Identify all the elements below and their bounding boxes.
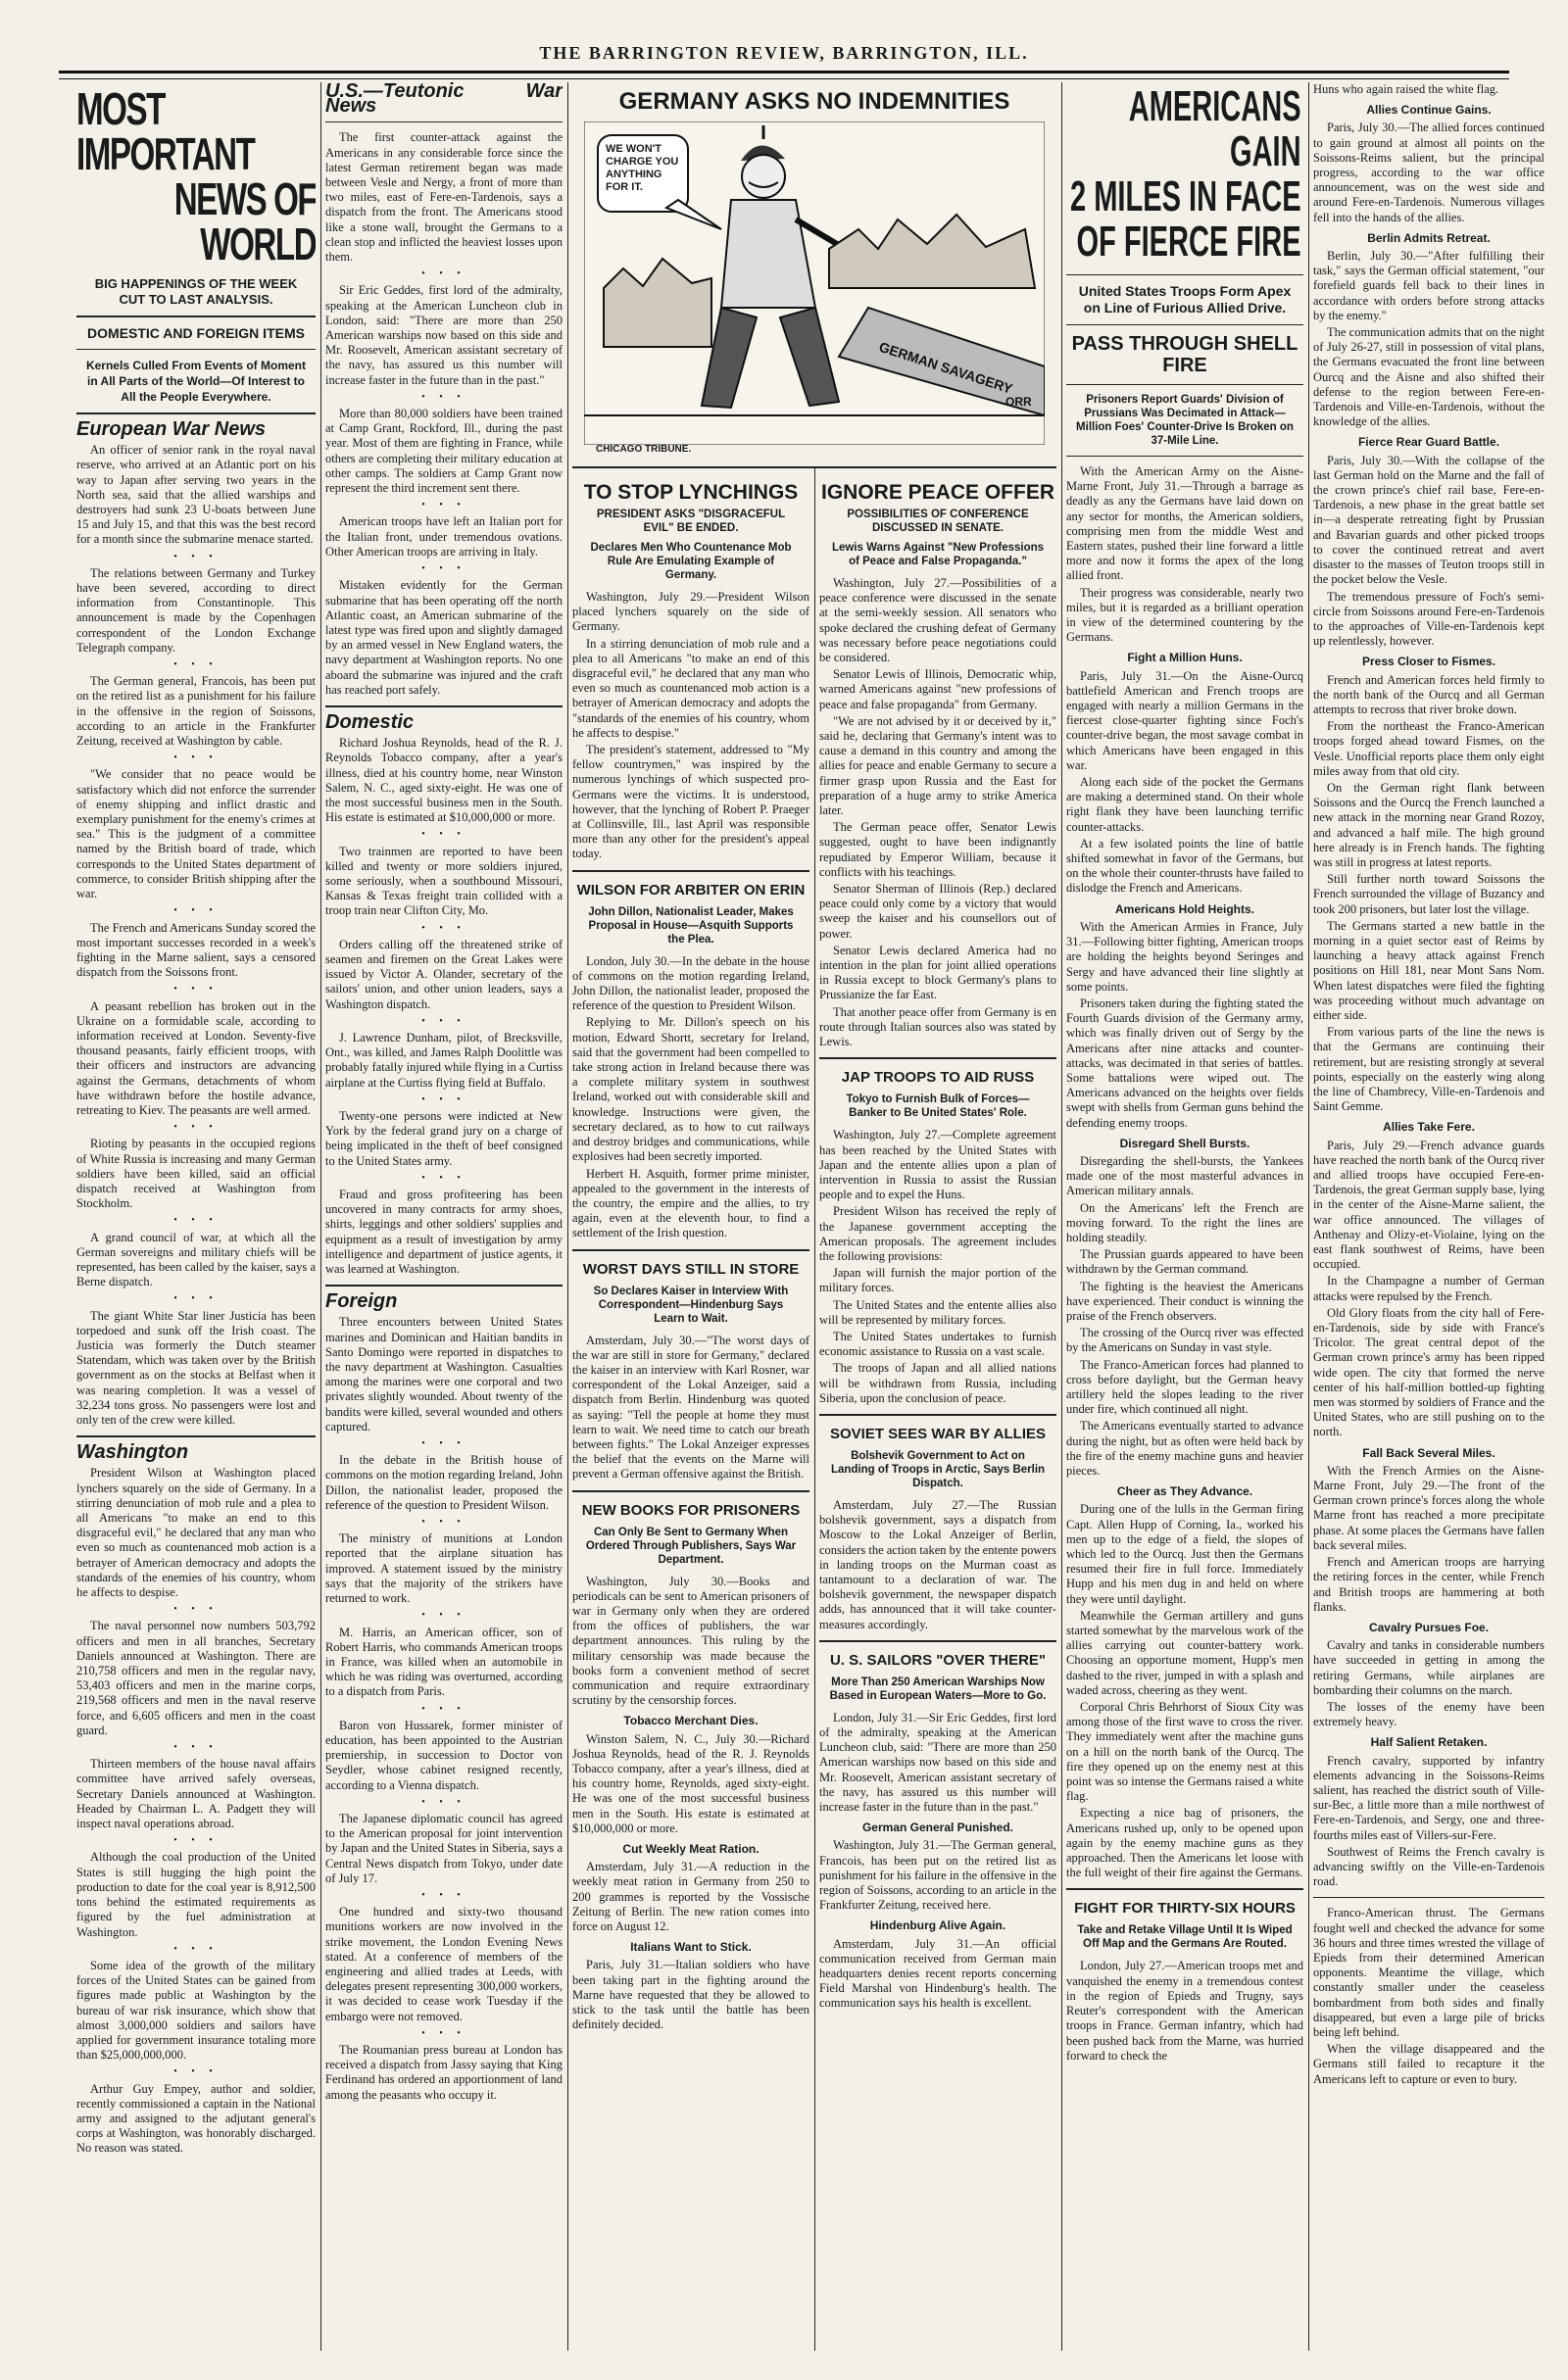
minor-headline: Fall Back Several Miles. (1362, 1445, 1495, 1460)
paragraph: The losses of the enemy have been extremely heavy. (1313, 1699, 1544, 1729)
paragraph: Sir Eric Geddes, first lord of the admiralty, speaking at the American Luncheon club in London, said: "There are more than 250 American warships now based on this side and Mr. Roosevelt, American assistant secretary of the navy, has assured us this number will increase faster in the future than in the past." (325, 283, 563, 387)
cartoon-label: GERMAN SAVAGERY (877, 338, 1015, 397)
headline-line: 2 MILES IN FACE (1069, 172, 1301, 220)
divider (1066, 1888, 1303, 1890)
separator: • • • (421, 391, 466, 403)
main-headline (76, 83, 316, 269)
headline-line: OF FIERCE FIRE (1076, 218, 1301, 266)
paragraph: An officer of senior rank in the royal naval reserve, who arrived at an Atlantic port on his way to Japan after serving two years in the North sea, said that the allied warships and destroyers had sunk 23 U-boats between June 15 and July 15, and that this was the best record for a month since the submarine menace started. (76, 443, 316, 547)
paragraph: "We consider that no peace would be satisfactory which did not enforce the surrender of enemy shipping and inflict drastic and exemplary punishment for the enemy's crimes at sea." This is the judgment of a committee named by the British board of trade, which corresponds to the United States department of commerce, to consider British shipping after the war. (76, 767, 316, 901)
separator: • • • (421, 1517, 466, 1529)
subheadline: POSSIBILITIES OF CONFERENCE DISCUSSED IN SENATE. (847, 509, 1029, 534)
paragraph: The Roumanian press bureau at London has received a dispatch from Jassy saying that King Ferdinand has ordered an apportionment of land among the peasants who occupy it. (325, 2042, 563, 2102)
separator: • • • (173, 753, 219, 764)
paragraph: Still further north toward Soissons the French surrounded the village of Buzancy and took 200 prisoners, but later lost the village. (1313, 872, 1544, 916)
paragraph: Winston Salem, N. C., July 30.—Richard Joshua Reynolds, head of the R. J. Reynolds Tobacco company, after a year's illness, died at his country home, Reynolds, aged sixty-eight. He was one of the most successful business men in the South. His estate is estimated at $10,000,000 or more. (572, 1731, 809, 1835)
divider (1066, 274, 1303, 275)
paragraph: A grand council of war, at which all the German sovereigns and military chiefs will be represented, has been called by the kaiser, says a Berne dispatch. (76, 1230, 316, 1289)
paragraph: The United States and the entente allies also will be represented by military forces. (819, 1297, 1056, 1327)
paragraph: Expecting a nice bag of prisoners, the Americans rushed up, only to be opened upon again by the enemy machine guns as they approached. Then the Americans let loose with the full weight of their fire against the Germans. (1066, 1806, 1303, 1880)
paragraph: Washington, July 30.—Books and periodicals can be sent to American prisoners of war in Germany only when they are ordered from the offices of publishers, the war department announces. This ruling by the military censorship was made because the books form a convenient method of secret communication and require extraordinary scrutiny by the censorship forces. (572, 1574, 809, 1708)
subheadline: Bolshevik Government to Act on Landing of Troops in Arctic, Says Berlin Dispatch. (830, 1449, 1046, 1489)
separator: • • • (173, 1943, 219, 1955)
divider (1066, 324, 1303, 325)
minor-headline: Cavalry Pursues Foe. (1368, 1620, 1490, 1634)
minor-headline: Americans Hold Heights. (1114, 901, 1255, 916)
paragraph: Corporal Chris Behrhorst of Sioux City was among those of the first wave to cross the river. They immediately went after the machine guns on a hill on the north bank of the Ourcq. The fire they opened up on the enemy nest at this point was so intense the Germans raised a white flag. (1066, 1700, 1303, 1804)
divider (572, 1490, 809, 1492)
separator: • • • (173, 1122, 219, 1134)
paragraph: Although the coal production of the United States is still hugging the high point the production to date for the coal year is 8,912,500 tons behind the estimated requirements as figured by the fuel administration at Washington. (76, 1850, 316, 1939)
column-rule (567, 82, 568, 2351)
paragraph: London, July 27.—American troops met and vanquished the enemy in a tremendous contest in the region of Epieds and Trugny, says Reuter's correspondent with the American troops in France. German infantry, which had been pushed back from the Marne, was hurried forward to check the (1066, 1959, 1303, 2063)
subheadline: John Dillon, Nationalist Leader, Makes Proposal in House—Asquith Supports the Plea. (588, 905, 794, 946)
paragraph: The giant White Star liner Justicia has been torpedoed and sunk off the Irish coast. The Justicia was formerly the Dutch steamer Statendam, which was taken over by the British government as on the stocks at Belfast when it was nearing completion. It was a vessel of 32,234 tons gross. No passengers were lost and only ten of the crew were killed. (76, 1308, 316, 1427)
paragraph: The naval personnel now numbers 503,792 officers and men in all branches, Secretary Daniels announced at Washington. There are 210,758 officers and men in the regular navy, 53,403 officers and men in the marine corps, 219,568 officers and men in the naval reserve force, and 6,605 officers and men in the coast guard. (76, 1619, 316, 1737)
paragraph: London, July 30.—In the debate in the house of commons on the motion regarding Ireland, John Dillon, the nationalist leader, proposed the reference of the question to President Wilson. (572, 953, 809, 1013)
paragraph: Some idea of the growth of the military forces of the United States can be gained from figures made public at Washington by the bureau of war risk insurance, which show that almost 3,000,000 soldiers and sailors have applied for government insurance totaling more than $25,000,000,000. (76, 1958, 316, 2063)
paragraph: Franco-American thrust. The Germans fought well and checked the advance for some 36 hours and three times wrested the village of Epieds from their determined American opponents. Meantime the village, which constantly smaller under the ceaseless bombardment from both sides and finally disappeared, but even a large pile of bricks being left behind. (1313, 1906, 1544, 2039)
divider (325, 121, 563, 122)
divider (76, 1435, 316, 1437)
minor-headline: Tobacco Merchant Dies. (623, 1714, 759, 1728)
paragraph: With the French Armies on the Aisne-Marne Front, July 29.—The front of the German crown prince's forces along the whole Marne front has reached a more precipitate phase. At some places the Germans have fallen back several miles. (1313, 1463, 1544, 1552)
paragraph: Huns who again raised the white flag. (1313, 82, 1499, 96)
subheadline: Declares Men Who Countenance Mob Rule Are Emulating Example of Germany. (590, 542, 792, 581)
paragraph: The relations between Germany and Turkey have been severed, according to direct information from Constantinople. This announcement is made by the Copenhagen correspondent of the London Exchange Telegraph company. (76, 565, 316, 655)
paragraph: Washington, July 31.—The German general, Francois, has been put on the retired list as punishment for his failure in the offensive in the region of Soissons, according to an article in the Frankfurter Zeitung, received here. (819, 1838, 1056, 1913)
paragraph: More than 80,000 soldiers have been trained at Camp Grant, Rockford, Ill., during the past year. Most of them are fighting in France, while others are completing their military education at other camps. The soldiers at Camp Grant now represent the third increment sent there. (325, 407, 563, 496)
paragraph: That another peace offer from Germany is en route through Italian sources also was stated by Lewis. (819, 1004, 1056, 1049)
separator: • • • (173, 551, 219, 562)
minor-headline: Half Salient Retaken. (1370, 1735, 1488, 1750)
subheadline: Prisoners Report Guards' Division of Prussians Was Decimated in Attack—Million Foes' Counter-Drive Is Broken on 37-Mile Line. (1076, 394, 1294, 447)
paragraph: Senator Lewis declared America had no intention in the plan for joint allied operations in Russia except to block Germany's plans to Prussianize the far East. (819, 943, 1056, 1002)
paragraph: Senator Sherman of Illinois (Rep.) declared peace could only come by a victory that would sweep the kaiser and his counsellors out of power. (819, 882, 1056, 941)
subheadline: United States Troops Form Apex on Line of Furious Allied Drive. (1078, 283, 1292, 316)
minor-headline: Cheer as They Advance. (1116, 1484, 1253, 1499)
divider (76, 413, 316, 414)
paragraph: With the American Armies in France, July 31.—Following bitter fighting, American troops are holding the heights beyond Seringes and Sergy and have advanced their line slightly at some points. (1066, 919, 1303, 994)
paragraph: Washington, July 27.—Possibilities of a peace conference were discussed in the senate at the semi-weekly session. All senators who spoke declared the crushing defeat of Germany was necessary before peace negotiations could be considered. (819, 576, 1056, 665)
subheadline: Lewis Warns Against "New Professions of Peace and False Propaganda." (831, 542, 1045, 567)
paragraph: The first counter-attack against the Americans in any considerable force since the latest German retirement began was made between Vesle and Nergy, a front of more than two miles, east of Fere-en-Tardenois, says a dispatch from the front. The Americans stood like a stone wall, brought the Germans to a clean stop and inflicted the heaviest losses upon them. (325, 130, 563, 265)
divider (76, 316, 316, 317)
column-1 (76, 82, 316, 2351)
main-headline-line-1: MOST IMPORTANT (76, 83, 255, 179)
paragraph: The French and Americans Sunday scored the most important successes recorded in a week's fighting in the Marne salient, says a censored dispatch from the Soissons front. (76, 920, 316, 980)
separator: • • • (173, 2066, 219, 2078)
paragraph: Richard Joshua Reynolds, head of the R. J. Reynolds Tobacco company, after a year's illness, died at his country home, near Winston Salem, N. C., aged sixty-eight. He was one of the most successful business men in the South. His estate is estimated at $10,000,000 or more. (325, 736, 563, 825)
paragraph: Paris, July 30.—With the collapse of the last German hold on the Marne and the fall of the crown prince's chief rail base, Fere-en-Tardenois, a new phase in the great battle set in—a desperate retreating fight by Prussian and Bavarian guards and other picked troops to cover the continued retreat and avert disaster to the masses of Teuton troops still in the pocket below the Vesle. (1313, 453, 1544, 587)
kernels-deck: Kernels Culled From Events of Moment in All Parts of the World—Of Interest to All the People Everywhere. (85, 359, 307, 404)
paragraph: President Wilson has received the reply of the Japanese government accepting the American proposals. The agreement includes the following provisions: (819, 1204, 1056, 1263)
minor-headline: Hindenburg Alive Again. (869, 1919, 1006, 1933)
paragraph: Fraud and gross profiteering has been uncovered in many contracts for army shoes, shirts, leggings and other soldiers' supplies and equipment as a result of investigation by army intelligence and department of justice agents, it was learned at Washington. (325, 1188, 563, 1277)
divider (1313, 1897, 1544, 1898)
paragraph: Senator Lewis of Illinois, Democratic whip, warned Americans against "new professions of peace and false propaganda" from Germany. (819, 667, 1056, 711)
divider (572, 1249, 809, 1251)
paragraph: Southwest of Reims the French cavalry is advancing swiftly on the Ville-en-Tardenois road. (1313, 1844, 1544, 1889)
paragraph: Rioting by peasants in the occupied regions of White Russia is increasing and many German soldiers have been killed, said an official dispatch received at Washington from Stockholm. (76, 1137, 316, 1211)
paragraph: The fighting is the heaviest the Americans have experienced. Their conduct is winning the praise of the French observers. (1066, 1279, 1303, 1323)
paragraph: Amsterdam, July 31.—A reduction in the weekly meat ration in Germany from 250 to 200 grammes is reported by the Vossische Zeitung of Berlin. The new ration comes into force on August 12. (572, 1860, 809, 1934)
ignore-peace-headline: IGNORE PEACE OFFER (820, 481, 1055, 504)
paragraph: The Germans started a new battle in the morning in a quiet sector east of Reims by launching a heavy attack against French positions on Hill 181, near Mont Sans Nom. When latest dispatches were filed the fighting was proceeding without much advantage on either side. (1313, 918, 1544, 1022)
subheadline: PRESIDENT ASKS "DISGRACEFUL EVIL" BE ENDED. (596, 509, 786, 534)
paragraph: Washington, July 27.—Complete agreement has been reached by the United States with Japan and the entente allies upon a plan of intervention in Russia to assist the Russian people and to expel the Huns. (819, 1128, 1056, 1202)
separator: • • • (173, 1742, 219, 1754)
paragraph: Disregarding the shell-bursts, the Yankees made one of the most masterful advances in American military annals. (1066, 1153, 1303, 1198)
separator: • • • (173, 1215, 219, 1227)
separator: • • • (421, 500, 466, 511)
column-2 (325, 82, 563, 2351)
washington-heading: Washington (76, 1441, 189, 1464)
divider (572, 870, 809, 872)
minor-headline: Allies Continue Gains. (1366, 103, 1492, 118)
paragraph: Twenty-one persons were indicted at New York by the federal grand jury on a charge of being implicated in the theft of beef consigned to the United States army. (325, 1109, 563, 1168)
paragraph: The crossing of the Ourcq river was effected by the Americans on Sunday in vast style. (1066, 1326, 1303, 1355)
minor-headline: Fight a Million Huns. (1127, 651, 1243, 665)
column-5 (1066, 82, 1303, 2351)
paragraph: French and American forces held firmly to the north bank of the Ourcq and all German attempts to recross that river broke down. (1313, 672, 1544, 716)
divider (76, 349, 316, 350)
european-war-news-heading: European War News (76, 418, 267, 440)
separator: • • • (421, 1093, 466, 1105)
us-teutonic-heading: U.S.—Teutonic War News (325, 82, 563, 118)
paragraph: London, July 31.—Sir Eric Geddes, first lord of the admiralty, speaking at the American Luncheon club, said: "There are more than 250 American warships now based on this side and Mr. Roosevelt, American assistant secretary of the navy, has assured us this number will increase faster in the future than in the past." (819, 1710, 1056, 1814)
minor-headline: German General Punished. (861, 1821, 1014, 1835)
paragraph: Berlin, July 30.—"After fulfilling their task," says the German official statement, "our forefield guards fell back to their lines in accordance with orders before strong attacks by the enemy." (1313, 249, 1544, 322)
paragraph: The communication admits that on the night of July 26-27, still in possession of vital plans, the Germans evacuated the front line between Ourcq and the Aisne and also shifted their defense to the region between Fere-en-Tardenois and Ville-en-Tardenois, without the knowledge of the allies. (1313, 325, 1544, 429)
minor-headline: Cut Weekly Meat Ration. (622, 1842, 760, 1856)
column-6 (1313, 82, 1544, 2351)
paragraph: In a stirring denunciation of mob rule and a plea to all Americans "to make an end of this disgraceful evil," he declared that any man who even so much as countenanced mob action is a betrayer of American democracy and adopts the "standards of the enemies of his country, whom he affects to despise." (572, 636, 809, 740)
paragraph: Meanwhile the German artillery and guns started somewhat by the marvelous work of the allies carrying out counter-battery work. Choosing an opportune moment, Hupp's men dashed to the river, jumped in with a splash and waded across, cheering as they went. (1066, 1608, 1303, 1697)
americans-gain-headline (1066, 84, 1301, 265)
section-headline: DOMESTIC AND FOREIGN ITEMS (87, 325, 305, 341)
paragraph: M. Harris, an American officer, son of Robert Harris, who commands American troops in France, was killed when an automobile in which he was riding was overturned, according to a dispatch from Paris. (325, 1625, 563, 1699)
paragraph: The German peace offer, Senator Lewis suggested, ought to have been indignantly repudiated by Emperor William, because it conflicts with his teachings. (819, 820, 1056, 879)
paragraph: One hundred and sixty-two thousand munitions workers are now involved in the strike movement, the London Evening News stated. At a conference of members of the engineering and allied trades at Leeds, with delegates present representing 300,000 workers, it was decided to cease work Tuesday if the embargo were not removed. (325, 1905, 563, 2023)
separator: • • • (421, 1610, 466, 1622)
us-sailors-headline: U. S. SAILORS "OVER THERE" (829, 1651, 1047, 1669)
separator: • • • (421, 1172, 466, 1184)
paragraph: From the northeast the Franco-American troops forged ahead toward Fismes, on the Vesle. Unofficial reports place them only eight miles away from that old city. (1313, 719, 1544, 778)
paragraph: Paris, July 29.—French advance guards have reached the north bank of the Ourcq river and allied troops have occupied Fere-en-Tardenois, the great German supply base, lying in the center of the Aisne-Marne salient, the war office announced. The villages of Anthenay and Olizy-et-Violaine, lying on the east flank southwest of Reims, have been occupied. (1313, 1138, 1544, 1272)
cartoonist-signature: ORR (1005, 395, 1032, 409)
paragraph: Thirteen members of the house naval affairs committee have arrived safely overseas, Secretary Daniels announced at Washington. Headed by Chairman L. A. Padgett they will inspect naval operations abroad. (76, 1757, 316, 1831)
paragraph: At a few isolated points the line of battle shifted somewhat in favor of the Germans, but on the whole their counter-thrusts have failed to dislodge the French and Americans. (1066, 836, 1303, 896)
paragraph: The tremendous pressure of Foch's semi-circle from Soissons around Fere-en-Tardenois to the approaches of Ville-en-Tardenois kept up relentlessly, however. (1313, 589, 1544, 649)
paragraph: French and American troops are harrying the retiring forces in the center, while French and British troops are hammering at both flanks. (1313, 1555, 1544, 1614)
masthead: THE BARRINGTON REVIEW, BARRINGTON, ILL. (59, 43, 1509, 73)
paragraph: Amsterdam, July 30.—"The worst days of the war are still in store for Germany," declared the kaiser in an interview with Karl Rosner, war correspondent of the Lokal Anzeiger, said a dispatch from Berlin. Hindenburg was quoted as saying: "Tell the people at home they must learn to wait. We need time to catch our breath between fights." The Lokal Anzeiger expresses the belief that the events on the Marne will prevent a German offensive against the British. (572, 1333, 809, 1481)
paragraph: In the Champagne a number of German attacks were repulsed by the French. (1313, 1274, 1544, 1303)
column-rule (1308, 82, 1309, 2351)
wilson-erin-headline: WILSON FOR ARBITER ON ERIN (576, 881, 806, 899)
separator: • • • (173, 1293, 219, 1305)
main-headline-line-2: NEWS OF WORLD (173, 173, 316, 269)
column-3 (572, 476, 809, 2351)
paragraph: Mistaken evidently for the German submarine that has been operating off the north Atlantic coast, an American submarine of the latest type was fired upon and slightly damaged by an armed vessel in New England waters, the navy department at Washington reports. No one aboard the submarine was injured and the craft has reached port safely. (325, 578, 563, 697)
minor-headline: Allies Take Fere. (1383, 1120, 1475, 1135)
divider (325, 705, 563, 707)
subheadline: More Than 250 American Warships Now Based in European Waters—More to Go. (829, 1676, 1047, 1702)
paragraph: The troops of Japan and all allied nations will be withdrawn from Russia, including Siberia, upon the conclusion of peace. (819, 1361, 1056, 1405)
separator: • • • (173, 984, 219, 996)
separator: • • • (421, 829, 466, 841)
paragraph: The Prussian guards appeared to have been withdrawn by the German command. (1066, 1247, 1303, 1277)
divider (325, 1285, 563, 1287)
paragraph: Along each side of the pocket the Germans are making a determined stand. On their whole right flank they have been launching terrific counter-attacks. (1066, 775, 1303, 834)
main-deck: BIG HAPPENINGS OF THE WEEK CUT TO LAST ANALYSIS. (94, 276, 298, 307)
paragraph: During one of the lulls in the German firing Capt. Allen Hupp of Corning, Ia., worked his men up to the edge of a field, the slopes of which led to the Ourcq. Just then the Germans resumed their fire in full force. Immediately Hupp and his men dug in and held on where they were until daylight. (1066, 1502, 1303, 1606)
minor-headline: Press Closer to Fismes. (1361, 655, 1496, 669)
column-rule (814, 466, 815, 2351)
paragraph: Arthur Guy Empey, author and soldier, recently commissioned a captain in the National army and assigned to the adjutant general's corps at Washington, was honorably discharged. No reason was stated. (76, 2081, 316, 2156)
paragraph: Their progress was considerable, nearly two miles, but it is regarded as a brilliant operation in view of the determined countering by the Germans. (1066, 585, 1303, 645)
separator: • • • (421, 1889, 466, 1901)
minor-headline: Disregard Shell Bursts. (1119, 1136, 1250, 1150)
paragraph: Amsterdam, July 27.—The Russian bolshevik government, says a dispatch from Moscow to the Lokal Anzeiger of Berlin, considers the action taken by the entente powers in landing troops on the Murman coast as tantamount to a declaration of war. The bolshevik government, the newspaper dispatch adds, has announced that it will take counter-measures accordingly. (819, 1497, 1056, 1631)
paragraph: Paris, July 31.—Italian soldiers who have been taking part in the fighting around the Marne have requested that they be allowed to stick to the task until the battle has been definitely decided. (572, 1958, 809, 2032)
divider (1066, 384, 1303, 385)
minor-headline: Berlin Admits Retreat. (1367, 230, 1491, 245)
paragraph: The German general, Francois, has been put on the retired list as a punishment for his failure in the offensive in the region of Soissons, according to an article in the Frankfurter Zeitung, received at Washington by cable. (76, 674, 316, 749)
lynchings-headline: TO STOP LYNCHINGS (583, 481, 799, 504)
headline-line: AMERICANS GAIN (1128, 82, 1301, 175)
foreign-heading: Foreign (325, 1290, 398, 1313)
paragraph: The United States undertakes to furnish economic assistance to Russia on a vast scale. (819, 1329, 1056, 1359)
paragraph: Replying to Mr. Dillon's speech on his motion, Edward Shortt, secretary for Ireland, said that the government had been compelled to take strong action in Ireland because there was a complete military system in southwest Ireland, worked out with considerable skill and knowledge. Instructions were given, the secretary declared, as to how to cut railways and destroy bridges and communications, while explosives had been secretly imported. (572, 1015, 809, 1164)
separator: • • • (173, 1604, 219, 1616)
paragraph: Japan will furnish the major portion of the military forces. (819, 1266, 1056, 1295)
paragraph: In the debate in the British house of commons on the motion regarding Ireland, John Dillon, the nationalist leader, proposed the reference of the question to President Wilson. (325, 1453, 563, 1512)
separator: • • • (421, 268, 466, 280)
paragraph: Herbert H. Asquith, former prime minister, appealed to the government in the interests of the country, the empire and the allies, to try again, even at the eleventh hour, to find a settlement of the Irish question. (572, 1166, 809, 1240)
jap-troops-headline: JAP TROOPS TO AID RUSS (841, 1069, 1035, 1087)
new-books-headline: NEW BOOKS FOR PRISONERS (581, 1501, 801, 1519)
paragraph: Paris, July 30.—The allied forces continued to gain ground at almost all points on the Soissons-Reims salient, but the principal progress, according to the war office announcement, was on the west side and around Fere-en-Tardenois. Numerous villages fell into the hands of the allies. (1313, 121, 1544, 224)
top-rule (59, 78, 1509, 79)
column-rule (1061, 82, 1062, 2351)
cartoon-credit: CHICAGO TRIBUNE. (596, 444, 692, 455)
separator: • • • (421, 922, 466, 934)
paragraph: Paris, July 31.—On the Aisne-Ourcq battlefield American and French troops are engaged with nearly a million Germans in the fiercest close-quarter fighting since Foch's counter-drive began, the most savage combat in which Americans have been engaged in this war. (1066, 668, 1303, 772)
paragraph: The ministry of munitions at London reported that the airplane situation has improved. A statement issued by the ministry says that the majority of the strikers have returned to work. (325, 1531, 563, 1606)
cartoon-title: GERMANY ASKS NO INDEMNITIES (618, 88, 1010, 115)
minor-headline: Italians Want to Stick. (630, 1940, 752, 1955)
minor-headline: Fierce Rear Guard Battle. (1357, 435, 1500, 450)
paragraph: "We are not advised by it or deceived by it," said he, declaring that Germany's intent was to cause a demand in this country and among the allies for peace and enable Germany to secure a firmer grasp upon Russia and the East for preparation of a huge army to strike America later. (819, 713, 1056, 818)
separator: • • • (421, 1703, 466, 1715)
domestic-heading: Domestic (325, 710, 415, 733)
speech-balloon: WE WON'T CHARGE YOU ANYTHING FOR IT. (606, 143, 679, 193)
separator: • • • (421, 1438, 466, 1450)
soviet-headline: SOVIET SEES WAR BY ALLIES (829, 1425, 1047, 1442)
separator: • • • (421, 1015, 466, 1027)
paragraph: Amsterdam, July 31.—An official communication received from German main headquarters denies recent reports concerning Field Marshal von Hindenburg's health. The communication says his health is excellent. (819, 1936, 1056, 2011)
paragraph: When the village disappeared and the Germans still failed to recapture it the Americans left to capture or even to bury. (1313, 2042, 1544, 2086)
separator: • • • (421, 563, 466, 575)
paragraph: Prisoners taken during the fighting stated the Fourth Guards division of the Germany army, which was finally driven out of Sergy by the Americans after nine attacks and counter-attacks, was decimated in that series of battles. Some battalions were wiped out. The Americans advanced on the heights over fields swept with shells from German guns behind the defending enemy troops. (1066, 996, 1303, 1130)
paragraph: The Japanese diplomatic council has agreed to the American proposal for joint intervention by Japan and the United States in Siberia, says a Central News dispatch from Tokyo, under date of July 17. (325, 1811, 563, 1885)
paragraph: Three encounters between United States marines and Dominican and Haitian bandits in Santo Domingo were reported in dispatches to the navy department at Washington. Casualties among the marines were one corporal and two privates slightly wounded. About twenty of the bandits were killed, several wounded and others captured. (325, 1315, 563, 1433)
paragraph: President Wilson at Washington placed lynchers squarely on the side of Germany. In a stirring denunciation of mob rule and a plea to all Americans "to make an end to this disgraceful evil," he declared that any man who even so much as countenanced mob action is a betrayer of American democracy and adopts the standards of the enemies of his country, whom he affects to despise. (76, 1466, 316, 1600)
subheadline: Take and Retake Village Until It Is Wiped Off Map and the Germans Are Routed. (1077, 1924, 1293, 1951)
paragraph: Orders calling off the threatened strike of seamen and firemen on the Great Lakes were issued by Victor A. Olander, secretary of the sailors' union, and other union leaders, says a Washington dispatch. (325, 937, 563, 1011)
shell-fire-headline: PASS THROUGH SHELL FIRE (1071, 333, 1298, 376)
column-rule (320, 82, 321, 2351)
paragraph: American troops have left an Italian port for the Italian front, under tremendous ovations. Other American troops are arriving in Italy. (325, 514, 563, 559)
separator: • • • (421, 2027, 466, 2039)
subheadline: Tokyo to Furnish Bulk of Forces—Banker to Be United States' Role. (846, 1093, 1030, 1120)
subheadline: So Declares Kaiser in Interview With Correspondent—Hindenburg Says Learn to Wait. (593, 1285, 789, 1325)
separator: • • • (173, 1835, 219, 1847)
thirty-six-hours-headline: FIGHT FOR THIRTY-SIX HOURS (1074, 1900, 1296, 1918)
divider (1066, 456, 1303, 457)
paragraph: Two trainmen are reported to have been killed and twenty or more soldiers injured, some seriously, when a southbound Missouri, Kansas & Texas freight train collided with a troop train near Clifton City, Mo. (325, 844, 563, 918)
separator: • • • (173, 905, 219, 917)
paragraph: A peasant rebellion has broken out in the Ukraine on a formidable scale, according to information received at London. Seventy-five thousand peasants, fairly efficient troops, with their officers and instructors are advancing against the Germans, detachments of whom have withdrawn before the hostile advance, retreating to Kiev. The peasants are well armed. (76, 998, 316, 1117)
divider (819, 1057, 1056, 1059)
separator: • • • (173, 659, 219, 671)
editorial-cartoon (572, 82, 1056, 468)
paragraph: The Franco-American forces had planned to cross before daylight, but the German heavy artillery held the slopes leading to the river under fire, which continued all night. (1066, 1357, 1303, 1417)
paragraph: J. Lawrence Dunham, pilot, of Brecksville, Ont., was killed, and James Ralph Doolittle was probably fatally injured while flying in a Curtiss airplane at the Curtiss flying field at Buffalo. (325, 1030, 563, 1090)
paragraph: With the American Army on the Aisne-Marne Front, July 31.—Through a barrage as deadly as any the Germans have laid down on any sector for months, the American soldiers, comprising men from the middle West and Eastern states, pushed their line forward a little more and now it forms the apex of the long allied front. (1066, 464, 1303, 583)
paragraph: The Americans eventually started to advance during the night, but as often were held back by the fire of the enemy machine guns and heavier pieces. (1066, 1419, 1303, 1478)
paragraph: On the German right flank between Soissons and the Ourcq the French launched a new attack in the morning near Grand Rozoy, and advanced a half mile. The high ground here already is in French hands. The fighting was still in progress at latest reports. (1313, 780, 1544, 869)
paragraph: Cavalry and tanks in considerable numbers have succeeded in getting in among the retiring Germans, while airplanes are bombarding their columns on the march. (1313, 1638, 1544, 1697)
paragraph: The president's statement, addressed to "My fellow countrymen," was inspired by the numerous lynchings of which suspected pro-Germans were the victims. It is understood, however, that the lynching of Robert P. Praeger at Collinsville, Ill., last April was responsible more than any other for the president's appeal today. (572, 743, 809, 861)
paragraph: Washington, July 29.—President Wilson placed lynchers squarely on the side of Germany. (572, 590, 809, 634)
subheadline: Can Only Be Sent to Germany When Ordered Through Publishers, Says War Department. (585, 1526, 797, 1566)
worst-days-headline: WORST DAYS STILL IN STORE (582, 1260, 800, 1278)
paragraph: On the Americans' left the French are moving forward. To the right the lines are holding steadily. (1066, 1200, 1303, 1244)
paragraph: French cavalry, supported by infantry elements advancing in the Soissons-Reims salient, has reached the district south of Ville-sur-Bec, a little more than a mile northwest of Fere-en-Tardenois, and Sergy, one and three-fourths miles east of Villers-sur-Fere. (1313, 1753, 1544, 1842)
paragraph: Old Glory floats from the city hall of Fere-en-Tardenois, side by side with France's Tricolor. The great central depot of the German crown prince's army has been ripped wide open. The city that formed the nerve center of his half-million bottled-up fighting men was stormed by soldiers of France and the United States, who are still pushing on to the north. (1313, 1305, 1544, 1439)
divider (819, 1414, 1056, 1416)
paragraph: From various parts of the line the news is that the Germans are continuing their retirement, but are resisting strongly at several points, especially on the easterly wing along the line of Chambrecy, Ville-en-Tardenois and Saint Gemme. (1313, 1025, 1544, 1114)
paragraph: Baron von Hussarek, former minister of education, has been appointed to the Austrian premiership, in succession to Doctor von Seydler, whose cabinet resigned recently, according to a Vienna dispatch. (325, 1718, 563, 1792)
column-4 (819, 476, 1056, 2351)
separator: • • • (421, 1796, 466, 1808)
divider (819, 1640, 1056, 1642)
